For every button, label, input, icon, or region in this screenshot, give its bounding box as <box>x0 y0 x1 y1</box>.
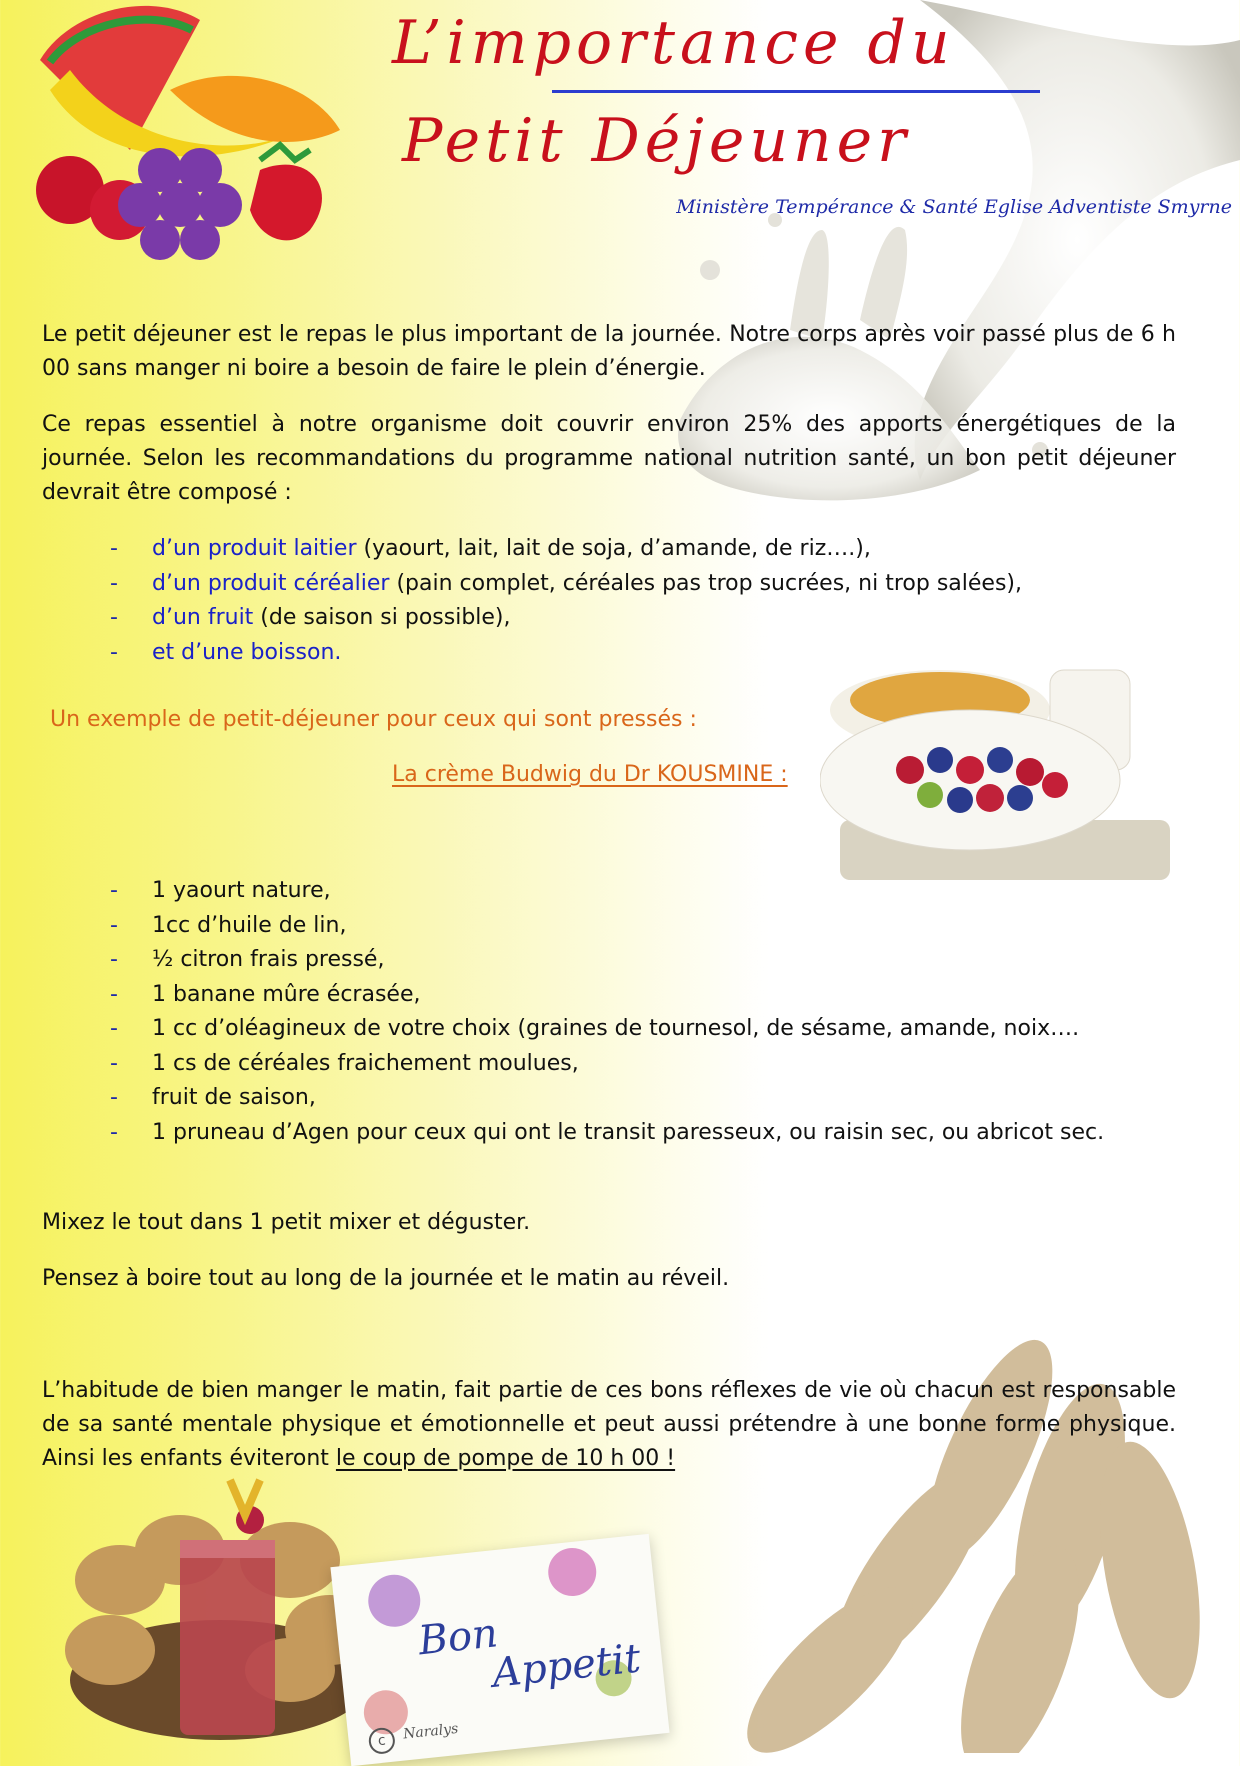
composition-list <box>110 532 1022 670</box>
dash-bullet: - <box>110 536 118 561</box>
title-underline <box>552 90 1040 93</box>
dash-bullet: - <box>110 570 118 596</box>
recipe-title: La crème Budwig du Dr KOUSMINE : <box>392 762 788 787</box>
item-highlight: d’un produit laitier <box>152 536 357 561</box>
dash-bullet: - <box>110 1050 118 1076</box>
list-item <box>110 567 1022 602</box>
list-item <box>110 1047 1104 1082</box>
dash-bullet: - <box>110 878 118 903</box>
cereal-bowl-illustration <box>820 650 1170 890</box>
drink-advice: Pensez à boire tout au long de la journée et le matin au réveil. <box>42 1266 730 1291</box>
item-text: (pain complet, céréales pas trop sucrées, ni trop salées), <box>389 570 1022 596</box>
item-text: (de saison si possible), <box>253 605 511 630</box>
dash-bullet: - <box>110 605 118 630</box>
item-text: (yaourt, lait, lait de soja, d’amande, de riz….), <box>356 536 871 561</box>
list-item <box>110 978 1104 1013</box>
closing-text: L’habitude de bien manger le matin, fait partie de ces bons réflexes de vie où chacun est responsable de sa santé mentale physique et émotionnelle et peut aussi prétendre à une bonne forme physique. Ainsi les enfants éviteront <box>42 1378 1176 1471</box>
list-item <box>110 601 1022 636</box>
list-item <box>110 1081 1104 1116</box>
bon-appetit-line2: Appetit <box>490 1635 643 1697</box>
ingredient-text: 1 yaourt nature, <box>152 878 331 903</box>
copyright-mark: c <box>368 1727 397 1756</box>
dash-bullet: - <box>110 947 118 972</box>
ingredient-text: fruit de saison, <box>152 1085 316 1110</box>
item-highlight: d’un produit céréalier <box>152 570 390 596</box>
ingredient-text: 1 pruneau d’Agen pour ceux qui ont le transit paresseux, ou raisin sec, ou abricot sec. <box>152 1119 1105 1145</box>
dash-bullet: - <box>110 1119 118 1145</box>
bon-appetit-card <box>330 1534 669 1766</box>
organization-subtitle: Ministère Tempérance & Santé Eglise Adventiste Smyrne <box>676 196 1232 218</box>
dash-bullet: - <box>110 639 118 665</box>
ingredient-text: 1 cc d’oléagineux de votre choix (graines de tournesol, de sésame, amande, noix…. <box>152 1016 1080 1041</box>
ingredient-text: 1 banane mûre écrasée, <box>152 981 421 1007</box>
fruit-illustration <box>10 0 350 260</box>
page-title-line2: Petit Déjeuner <box>402 106 911 176</box>
ingredient-text: ½ citron frais pressé, <box>152 947 385 972</box>
list-item <box>110 1012 1104 1047</box>
dash-bullet: - <box>110 1085 118 1110</box>
list-item <box>110 874 1104 909</box>
intro-paragraph-2: Ce repas essentiel à notre organisme doit couvrir environ 25% des apports énergétiques de la journée. Selon les recommandations du programme national nutrition santé, un bon petit déjeuner devrait être composé : <box>42 412 1176 505</box>
item-highlight: d’un fruit <box>152 605 254 630</box>
dash-bullet: - <box>110 912 118 938</box>
dash-bullet: - <box>110 1016 118 1041</box>
list-item <box>110 532 1022 567</box>
recipe-ingredients-list <box>110 874 1104 1150</box>
dash-bullet: - <box>110 981 118 1007</box>
closing-underlined: le coup de pompe de 10 h 00 ! <box>335 1446 676 1471</box>
bon-appetit-line1: Bon <box>416 1610 500 1665</box>
list-item <box>110 1116 1104 1151</box>
item-highlight: et d’une boisson. <box>152 639 342 665</box>
intro-paragraph-1: Le petit déjeuner est le repas le plus important de la journée. Notre corps après voir passé plus de 6 h 00 sans manger ni boire a besoin de faire le plein d’énergie. <box>42 322 1176 381</box>
mix-instruction: Mixez le tout dans 1 petit mixer et déguster. <box>42 1210 531 1235</box>
closing-paragraph <box>42 1374 1176 1476</box>
card-signature: Naralys <box>402 1720 460 1743</box>
example-heading: Un exemple de petit-déjeuner pour ceux qui sont pressés : <box>50 707 697 732</box>
list-item <box>110 909 1104 944</box>
list-item <box>110 636 1022 671</box>
list-item <box>110 943 1104 978</box>
ingredient-text: 1 cs de céréales fraichement moulues, <box>152 1050 579 1076</box>
page-title-line1: L’importance du <box>392 8 955 78</box>
ingredient-text: 1cc d’huile de lin, <box>152 912 347 938</box>
